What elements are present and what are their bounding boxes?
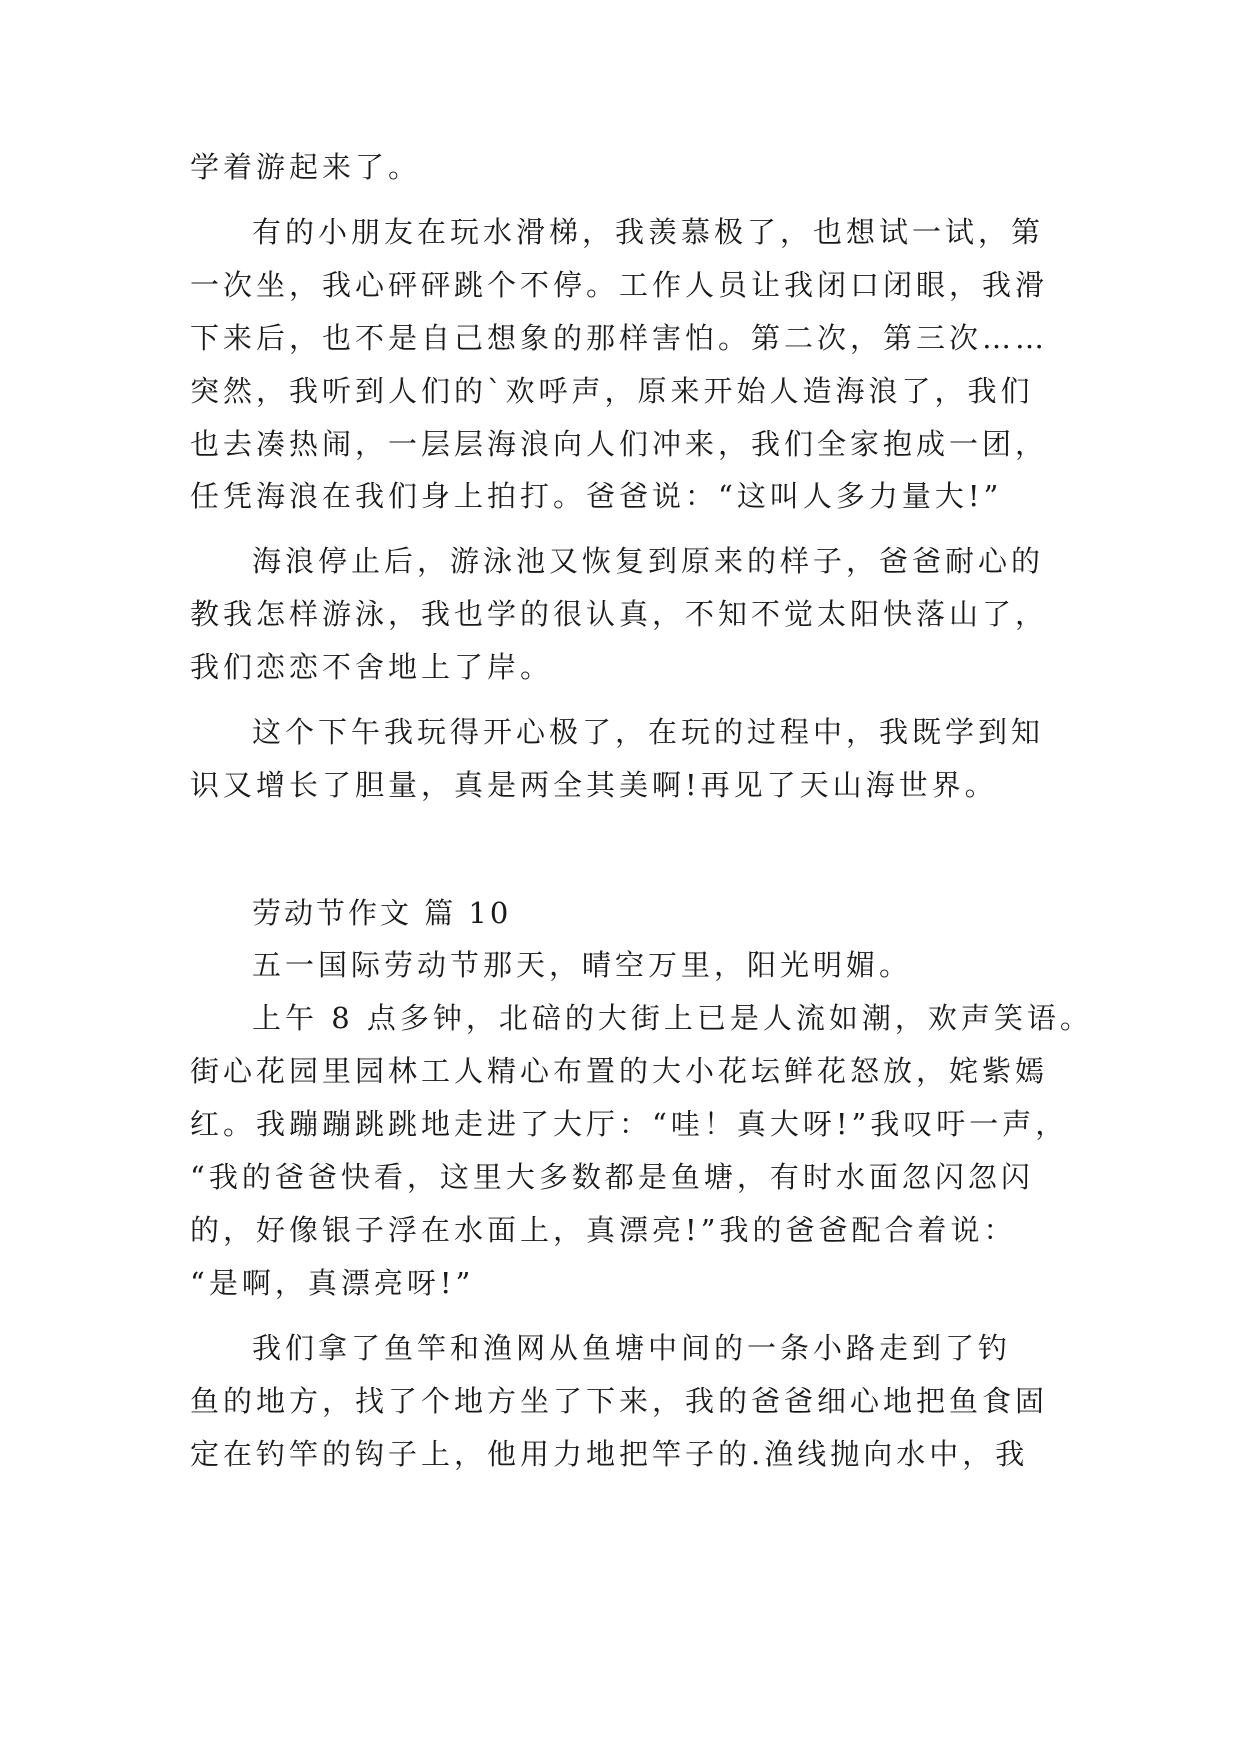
- paragraph-line: 这个下午我玩得开心极了，在玩的过程中，我既学到知: [252, 715, 1045, 749]
- paragraph-line: 识又增长了胆量，真是两全其美啊!再见了天山海世界。: [190, 768, 998, 802]
- paragraph-line: 上午 8 点多钟，北碚的大街上已是人流如潮，欢声笑语。: [252, 1001, 1093, 1035]
- paragraph-line: 红。我蹦蹦跳跳地走进了大厅：“哇！真大呀!”我叹吁一声，: [190, 1107, 1069, 1141]
- paragraph-line: “我的爸爸快看，这里大多数都是鱼塘，有时水面忽闪忽闪: [190, 1160, 1034, 1194]
- paragraph-line: 鱼的地方，找了个地方坐了下来，我的爸爸细心地把鱼食固: [190, 1384, 1049, 1418]
- paragraph-line: 突然，我听到人们的`欢呼声，原来开始人造海浪了，我们: [190, 374, 1034, 408]
- paragraph-line: “是啊，真漂亮呀!”: [190, 1266, 475, 1300]
- paragraph-line: 有的小朋友在玩水滑梯，我羡慕极了，也想试一试，第: [252, 215, 1045, 249]
- paragraph-line: 我们拿了鱼竿和渔网从鱼塘中间的一条小路走到了钓: [252, 1331, 1012, 1365]
- paragraph-line: 教我怎样游泳，我也学的很认真，不知不觉太阳快落山了，: [190, 597, 1049, 631]
- paragraph-line: 也去凑热闹，一层层海浪向人们冲来，我们全家抱成一团，: [190, 427, 1049, 461]
- paragraph-line: 任凭海浪在我们身上拍打。爸爸说：“这叫人多力量大!”: [190, 479, 1003, 513]
- section-heading: 劳动节作文 篇 10: [252, 896, 512, 930]
- paragraph-line: 的，好像银子浮在水面上，真漂亮!”我的爸爸配合着说：: [190, 1213, 1017, 1247]
- paragraph-line: 学着游起来了。: [190, 150, 422, 184]
- paragraph-line: 一次坐，我心砰砰跳个不停。工作人员让我闭口闭眼，我滑: [190, 268, 1049, 302]
- paragraph-line: 定在钓竿的钩子上，他用力地把竿子的.渔线抛向水中，我: [190, 1437, 1029, 1471]
- paragraph-line: 我们恋恋不舍地上了岸。: [190, 650, 554, 684]
- paragraph-line: 海浪停止后，游泳池又恢复到原来的样子，爸爸耐心的: [252, 544, 1045, 578]
- paragraph-line: 下来后，也不是自己想象的那样害怕。第二次，第三次……: [190, 321, 1049, 355]
- paragraph-line: 街心花园里园林工人精心布置的大小花坛鲜花怒放，姹紫嫣: [190, 1054, 1049, 1088]
- paragraph-line: 五一国际劳动节那天，晴空万里，阳光明媚。: [252, 948, 913, 982]
